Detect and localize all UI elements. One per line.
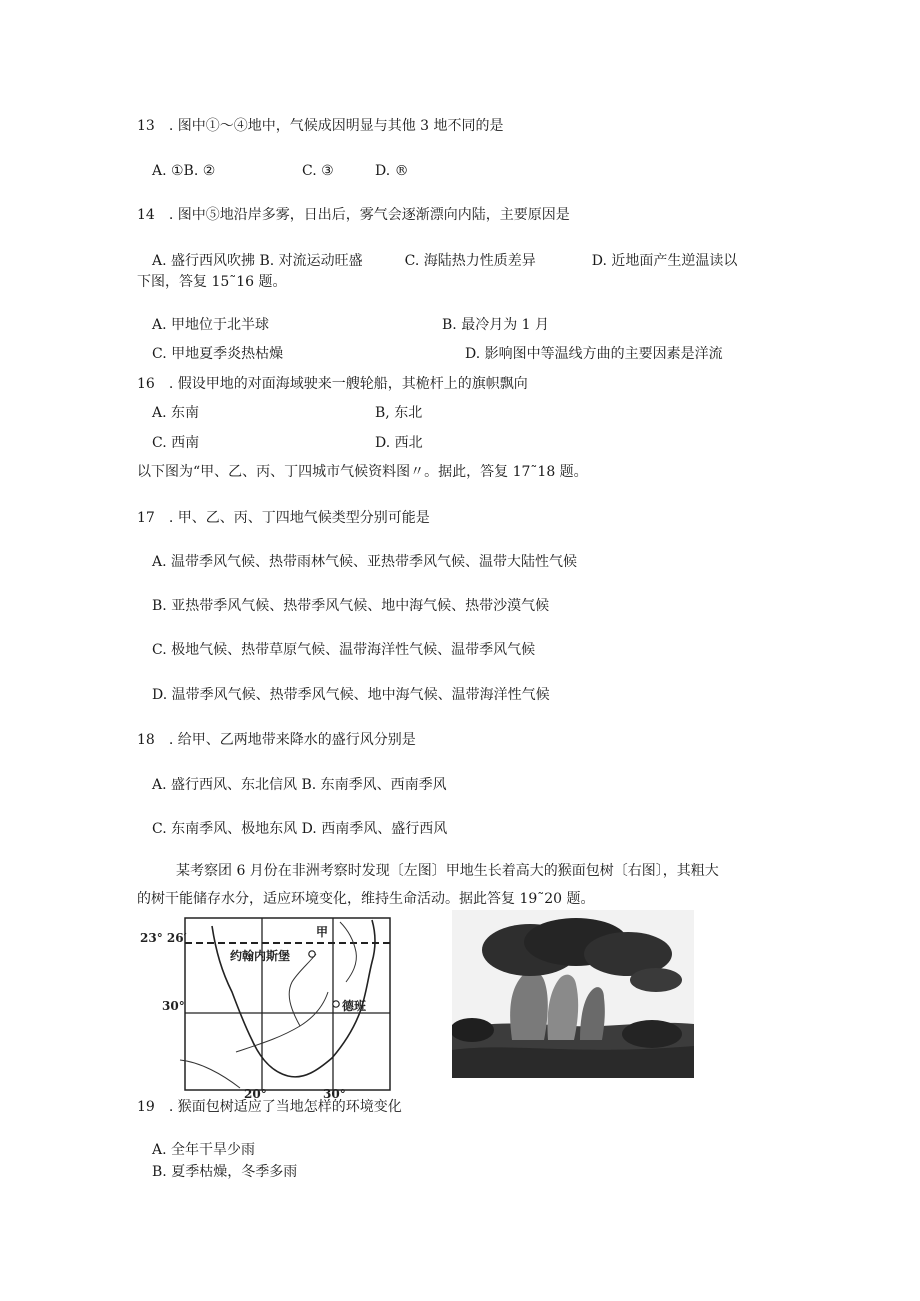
map-border-line bbox=[180, 1060, 240, 1088]
q16-option-b: B, 东北 bbox=[375, 405, 423, 421]
map-lon-30-label: 30° bbox=[323, 1087, 346, 1098]
q16-option-c: C. 西南 bbox=[152, 435, 200, 451]
map-lat-tropic-label: 23° 26′ bbox=[140, 931, 187, 945]
q13-option-d: D. ® bbox=[375, 163, 409, 179]
q13-option-ab: A. ①B. ② bbox=[152, 163, 216, 179]
q19-option-a: A. 全年干旱少雨 bbox=[152, 1142, 256, 1158]
map-durban-marker bbox=[333, 1001, 339, 1007]
map-jia-label: 甲 bbox=[316, 925, 329, 939]
q16-option-a: A. 东南 bbox=[152, 405, 200, 421]
q18-stem: 18 . 给甲、乙两地带来降水的盛行风分别是 bbox=[137, 732, 416, 748]
map-lat-30-label: 30° bbox=[162, 999, 185, 1013]
q19-stem: 19 . 猴面包树适应了当地怎样的环境变化 bbox=[137, 1099, 402, 1115]
q17-option-b: B. 亚热带季风气候、热带季风气候、地中海气候、热带沙漠气候 bbox=[152, 598, 550, 614]
map-durban-label: 德班 bbox=[342, 999, 367, 1013]
q15-option-a: A. 甲地位于北半球 bbox=[152, 317, 270, 333]
map-lon-20-label: 20° bbox=[244, 1087, 267, 1098]
q15-option-b: B. 最冷月为 1 月 bbox=[442, 317, 549, 333]
intro-19-20-line2: 的树干能储存水分，适应环境变化，维持生命活动。据此答复 19˜20 题。 bbox=[137, 891, 595, 907]
q15-option-d: D. 影响图中等温线方曲的主要因素是洋流 bbox=[465, 346, 723, 362]
southern-africa-map bbox=[140, 912, 400, 1098]
baobab-photo bbox=[452, 910, 694, 1078]
baobab-illustration bbox=[452, 910, 694, 1078]
map-johannesburg-label: 约翰内斯堡 bbox=[230, 949, 291, 963]
intro-17-18: 以下图为“甲、乙、丙、丁四城市气候资料图〃。据此，答复 17˜18 题。 bbox=[137, 464, 588, 480]
map-river-vaal bbox=[289, 954, 316, 1026]
intro-19-20-line1: 某考察团 6 月份在非洲考察时发现〔左图〕甲地生长着高大的猴面包树〔右图〕，其粗大 bbox=[176, 863, 719, 879]
q18-options-ab: A. 盛行西风、东北信风 B. 东南季风、西南季风 bbox=[152, 777, 447, 793]
q14-options: A. 盛行西风吹拂 B. 对流运动旺盛 C. 海陆热力性质差异 D. 近地面产生逆温读以 bbox=[152, 253, 738, 269]
map-johannesburg-marker bbox=[309, 951, 315, 957]
q14-continuation: 下图，答复 15˜16 题。 bbox=[137, 274, 287, 290]
map-river-orange bbox=[236, 992, 328, 1052]
map-drawing bbox=[140, 912, 400, 1098]
q17-stem: 17 . 甲、乙、丙、丁四地气候类型分别可能是 bbox=[137, 510, 430, 526]
q14-stem: 14 . 图中⑤地沿岸多雾，日出后，雾气会逐渐漂向内陆，主要原因是 bbox=[137, 207, 570, 223]
q17-option-a: A. 温带季风气候、热带雨林气候、亚热带季风气候、温带大陆性气候 bbox=[152, 554, 578, 570]
q13-stem: 13 . 图中①～④地中，气候成因明显与其他 3 地不同的是 bbox=[137, 118, 504, 134]
q16-option-d: D. 西北 bbox=[375, 435, 423, 451]
q17-option-c: C. 极地气候、热带草原气候、温带海洋性气候、温带季风气候 bbox=[152, 642, 536, 658]
q15-option-c: C. 甲地夏季炎热枯燥 bbox=[152, 346, 284, 362]
q13-option-c: C. ③ bbox=[302, 163, 334, 179]
q18-options-cd: C. 东南季风、极地东风 D. 西南季风、盛行西风 bbox=[152, 821, 448, 837]
q19-option-b: B. 夏季枯燥，冬季多雨 bbox=[152, 1164, 298, 1180]
q17-option-d: D. 温带季风气候、热带季风气候、地中海气候、温带海洋性气候 bbox=[152, 687, 550, 703]
q16-stem: 16 . 假设甲地的对面海域驶来一艘轮船，其桅杆上的旗帜飘向 bbox=[137, 376, 528, 392]
map-river-limpopo bbox=[340, 922, 356, 982]
